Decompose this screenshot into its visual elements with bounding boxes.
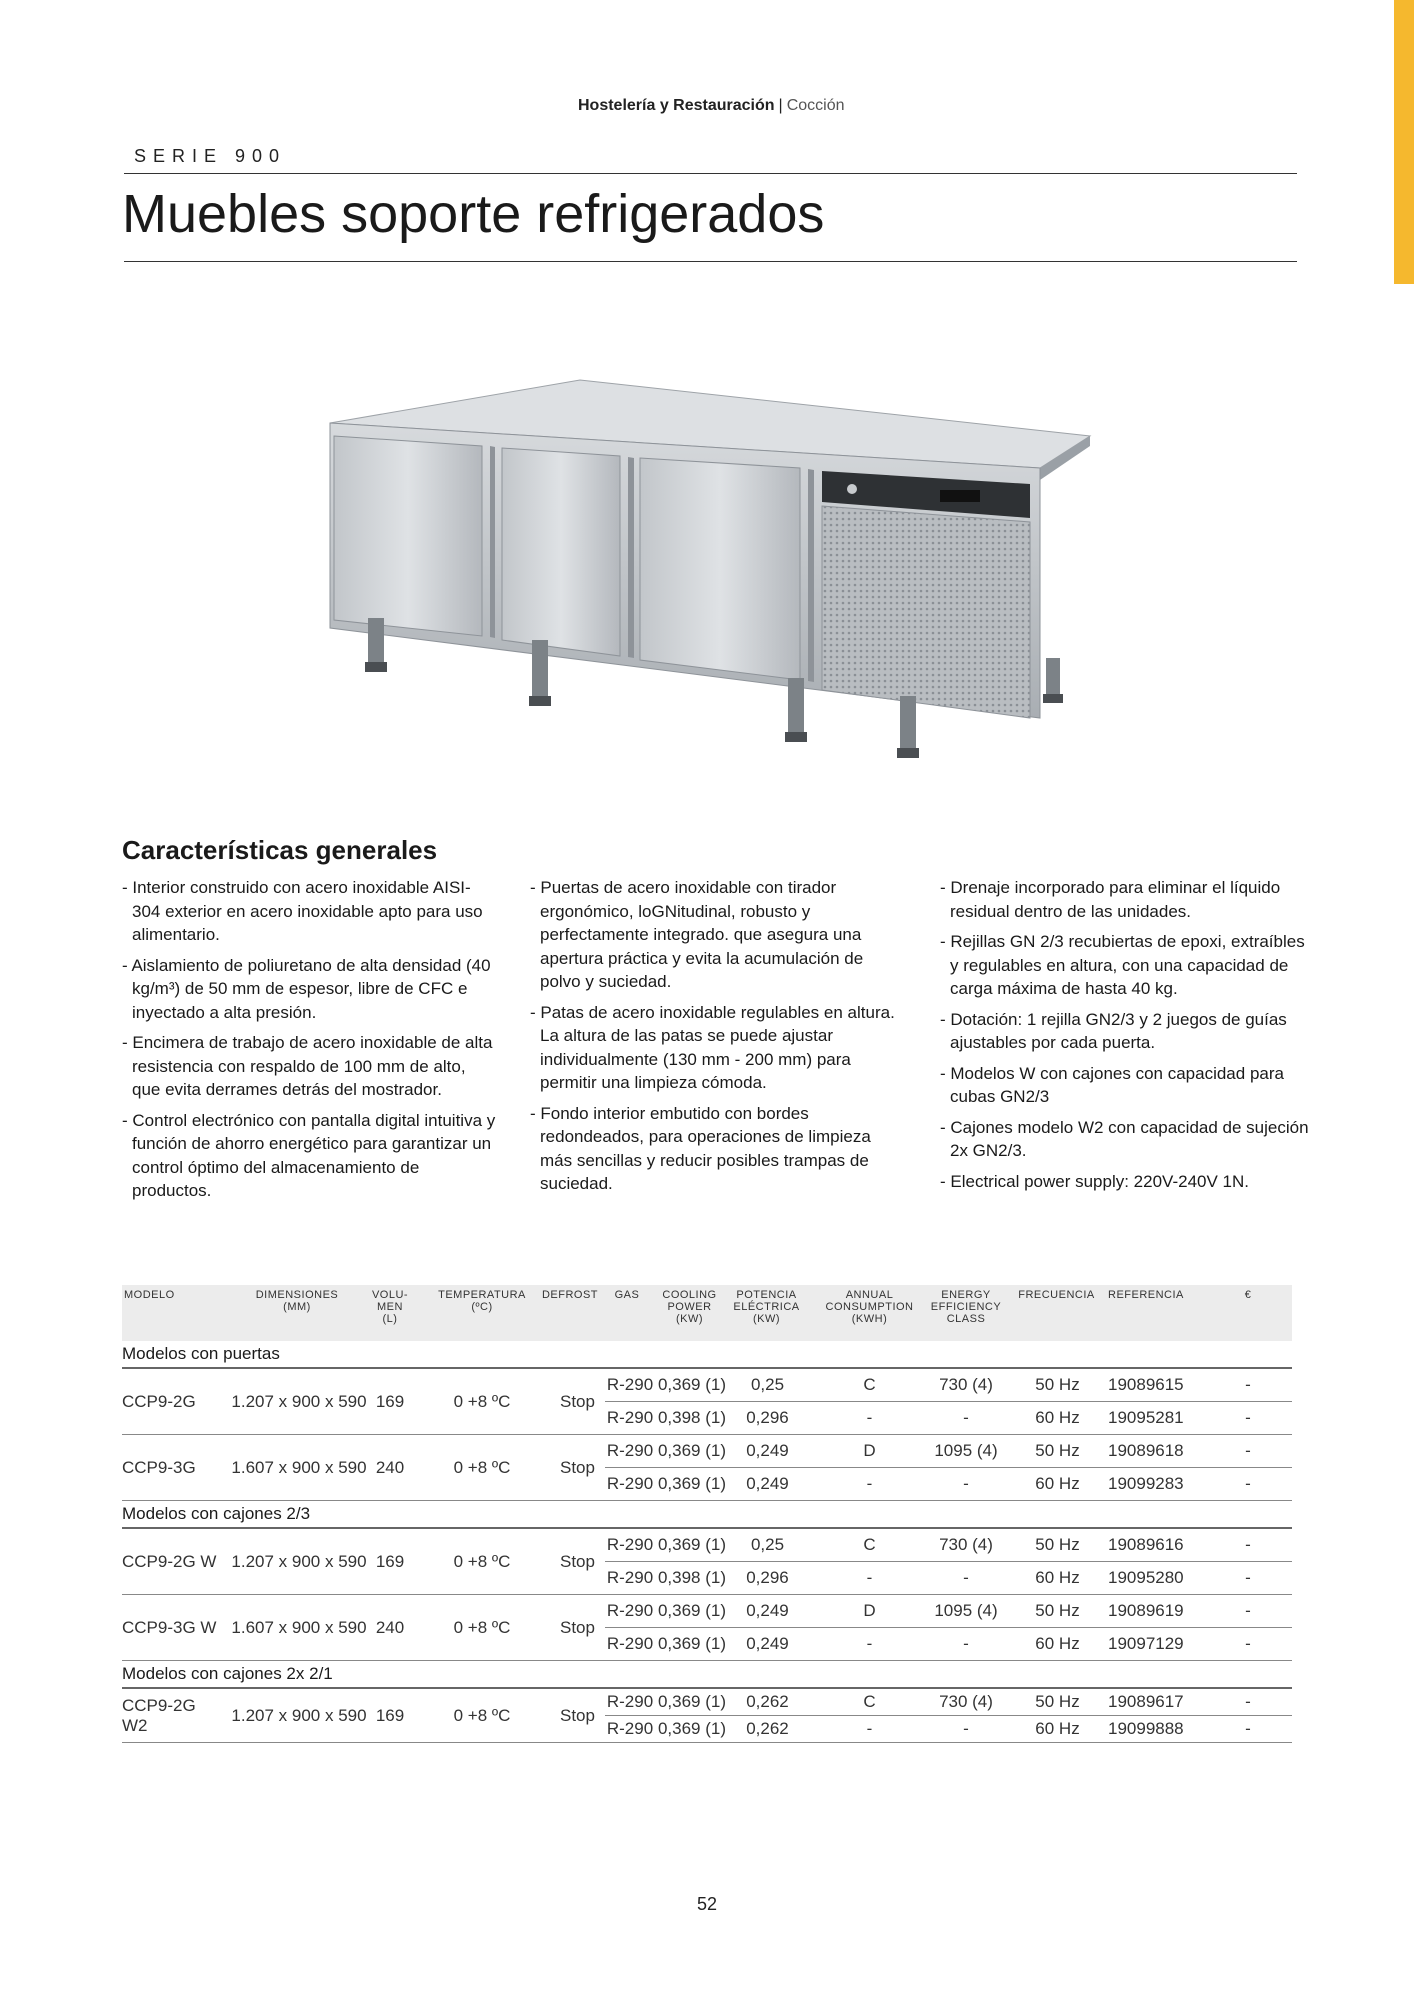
variant-price: - xyxy=(1245,1634,1251,1653)
variant-energy-class: - xyxy=(963,1474,969,1493)
variant-frequency: 60 Hz xyxy=(1035,1568,1080,1587)
variant-cooling-power: 0,369 (1) xyxy=(657,1535,727,1554)
variant-frequency: 50 Hz xyxy=(1035,1692,1080,1711)
variant-cooling-power: 0,369 (1) xyxy=(657,1375,727,1394)
variant-power: 0,25 xyxy=(750,1535,785,1554)
variant-cooling-power: 0,369 (1) xyxy=(657,1692,727,1711)
variant-frequency: 50 Hz xyxy=(1035,1601,1080,1620)
variant-price: - xyxy=(1245,1568,1251,1587)
variant-cooling-power: 0,369 (1) xyxy=(657,1719,727,1738)
header-dimensiones: DIMENSIONES (MM) xyxy=(255,1289,339,1313)
variant-row xyxy=(605,1529,1292,1562)
table-row xyxy=(122,1595,1292,1661)
variant-frequency: 60 Hz xyxy=(1035,1408,1080,1427)
variant-power: 0,249 xyxy=(746,1634,789,1653)
variant-reference: 19099888 xyxy=(1108,1719,1184,1738)
variant-cooling-power: 0,398 (1) xyxy=(657,1408,727,1427)
features-column-2 xyxy=(530,876,905,1203)
model-defrost: Stop xyxy=(560,1551,595,1571)
variant-gas: R-290 xyxy=(606,1535,654,1554)
variant-cooling-power: 0,369 (1) xyxy=(657,1601,727,1620)
breadcrumb-section: Hostelería y Restauración xyxy=(578,97,775,114)
model-temperature: 0 +8 ºC xyxy=(453,1617,511,1637)
variant-reference: 19089616 xyxy=(1108,1535,1184,1554)
feature-item: - Rejillas GN 2/3 recubiertas de epoxi, extraíbles y regulables en altura, con una capacidad de carga máxima de hasta 40 kg. xyxy=(940,932,1305,998)
variant-annual-consumption: - xyxy=(866,1474,873,1493)
variant-annual-consumption: C xyxy=(863,1535,876,1554)
table-row xyxy=(122,1689,1292,1743)
variant-price: - xyxy=(1245,1692,1251,1711)
variant-gas: R-290 xyxy=(606,1441,654,1460)
variant-annual-consumption: D xyxy=(863,1441,876,1460)
variant-gas: R-290 xyxy=(606,1375,654,1394)
variant-cooling-power: 0,369 (1) xyxy=(657,1634,727,1653)
variant-price: - xyxy=(1245,1441,1251,1460)
header-precio: € xyxy=(1244,1289,1252,1301)
variant-frequency: 50 Hz xyxy=(1035,1441,1080,1460)
model-name: CCP9-3G xyxy=(122,1457,196,1477)
model-dimensions: 1.607 x 900 x 590 xyxy=(231,1617,367,1637)
features-heading: Características generales xyxy=(122,835,438,865)
header-annual-consumption: ANNUAL CONSUMPTION (KWH) xyxy=(825,1289,914,1325)
model-defrost: Stop xyxy=(560,1391,595,1411)
variant-frequency: 60 Hz xyxy=(1035,1634,1080,1653)
model-volume: 169 xyxy=(375,1391,405,1411)
model-dimensions: 1.607 x 900 x 590 xyxy=(231,1457,367,1477)
feature-item: - Aislamiento de poliuretano de alta densidad (40 kg/m³) de 50 mm de espesor, libre de CFC e inyectado a alta presión. xyxy=(122,955,491,1022)
variant-price: - xyxy=(1245,1408,1251,1427)
variant-power: 0,249 xyxy=(746,1441,789,1460)
variant-row xyxy=(605,1435,1292,1468)
variant-frequency: 60 Hz xyxy=(1035,1474,1080,1493)
header-gas: GAS xyxy=(614,1289,640,1301)
variant-power: 0,249 xyxy=(746,1474,789,1493)
breadcrumb xyxy=(578,97,845,115)
variant-gas: R-290 xyxy=(606,1719,654,1738)
header-energy-class: ENERGY EFFICIENCY CLASS xyxy=(930,1289,1002,1325)
feature-item: - Drenaje incorporado para eliminar el líquido residual dentro de las unidades. xyxy=(940,878,1281,921)
spec-table xyxy=(122,1285,1292,1743)
model-temperature: 0 +8 ºC xyxy=(453,1457,511,1477)
model-volume: 240 xyxy=(375,1617,405,1637)
group-title: Modelos con cajones 2x 2/1 xyxy=(122,1661,1292,1689)
model-dimensions: 1.207 x 900 x 590 xyxy=(231,1551,367,1571)
variant-annual-consumption: - xyxy=(866,1719,873,1738)
variant-reference: 19095280 xyxy=(1108,1568,1184,1587)
variant-energy-class: - xyxy=(963,1719,969,1738)
variant-row xyxy=(605,1369,1292,1402)
model-name: CCP9-3G W xyxy=(122,1617,217,1637)
header-potencia: POTENCIA ELÉCTRICA (KW) xyxy=(733,1289,800,1325)
variant-energy-class: - xyxy=(963,1408,969,1427)
features-column-1 xyxy=(122,876,497,1210)
variant-price: - xyxy=(1245,1375,1251,1394)
variant-energy-class: 730 (4) xyxy=(939,1535,993,1554)
feature-item: - Patas de acero inoxidable regulables en altura. La altura de las patas se puede ajustar individualmente (130 mm - 200 mm) para permitir una limpieza cómoda. xyxy=(530,1002,895,1092)
header-referencia: REFERENCIA xyxy=(1108,1289,1184,1301)
model-temperature: 0 +8 ºC xyxy=(453,1705,511,1725)
variant-annual-consumption: C xyxy=(863,1692,876,1711)
variant-reference: 19099283 xyxy=(1108,1474,1184,1493)
variant-cooling-power: 0,398 (1) xyxy=(657,1568,727,1587)
group-title: Modelos con puertas xyxy=(122,1341,1292,1369)
variant-energy-class: - xyxy=(963,1568,969,1587)
series-label: SERIE 900 xyxy=(134,146,287,166)
header-temperatura: TEMPERATURA (ºC) xyxy=(438,1289,526,1313)
model-name: CCP9-2G W xyxy=(122,1551,217,1571)
variant-energy-class: 1095 (4) xyxy=(934,1601,998,1620)
variant-reference: 19095281 xyxy=(1108,1408,1184,1427)
model-defrost: Stop xyxy=(560,1705,595,1725)
model-temperature: 0 +8 ºC xyxy=(453,1551,511,1571)
feature-item: - Modelos W con cajones con capacidad para cubas GN2/3 xyxy=(940,1063,1284,1106)
breadcrumb-separator: | xyxy=(778,97,783,114)
divider xyxy=(124,173,1297,174)
variant-reference: 19089617 xyxy=(1108,1692,1184,1711)
variant-frequency: 60 Hz xyxy=(1035,1719,1080,1738)
variant-power: 0,249 xyxy=(746,1601,789,1620)
feature-item: - Cajones modelo W2 con capacidad de sujeción 2x GN2/3. xyxy=(940,1117,1309,1160)
variant-gas: R-290 xyxy=(606,1474,654,1493)
variant-reference: 19089615 xyxy=(1108,1375,1184,1394)
header-modelo: MODELO xyxy=(124,1289,175,1301)
variant-energy-class: - xyxy=(963,1634,969,1653)
feature-item: - Interior construido con acero inoxidable AISI-304 exterior en acero inoxidable apto para uso alimentario. xyxy=(122,878,483,944)
model-volume: 240 xyxy=(375,1457,405,1477)
variant-energy-class: 730 (4) xyxy=(939,1375,993,1394)
variant-row xyxy=(605,1402,1292,1434)
variant-gas: R-290 xyxy=(606,1408,654,1427)
variant-power: 0,296 xyxy=(746,1408,789,1427)
group-title: Modelos con cajones 2/3 xyxy=(122,1501,1292,1529)
variant-row xyxy=(605,1628,1292,1660)
variant-row xyxy=(605,1689,1292,1716)
table-body xyxy=(122,1341,1292,1743)
section-color-tab xyxy=(1394,0,1414,284)
variant-price: - xyxy=(1245,1535,1251,1554)
feature-item: - Dotación: 1 rejilla GN2/3 y 2 juegos de guías ajustables por cada puerta. xyxy=(940,1009,1287,1052)
feature-item: - Puertas de acero inoxidable con tirador ergonómico, loGNitudinal, robusto y perfectamente integrado. que asegura una apertura práctica y evita la acumulación de polvo y suciedad. xyxy=(530,878,864,991)
header-frecuencia: FRECUENCIA xyxy=(1018,1289,1095,1301)
variant-gas: R-290 xyxy=(606,1601,654,1620)
variant-row xyxy=(605,1562,1292,1594)
variant-price: - xyxy=(1245,1474,1251,1493)
variant-annual-consumption: D xyxy=(863,1601,876,1620)
feature-item: - Control electrónico con pantalla digital intuitiva y función de ahorro energético para garantizar un control óptimo del almacenamiento de productos. xyxy=(122,1110,496,1200)
variant-power: 0,262 xyxy=(746,1719,789,1738)
variant-reference: 19097129 xyxy=(1108,1634,1184,1653)
model-volume: 169 xyxy=(375,1551,405,1571)
variant-gas: R-290 xyxy=(606,1692,654,1711)
variant-gas: R-290 xyxy=(606,1568,654,1587)
model-temperature: 0 +8 ºC xyxy=(453,1391,511,1411)
table-row xyxy=(122,1435,1292,1501)
page-title: Muebles soporte refrigerados xyxy=(122,184,825,244)
model-dimensions: 1.207 x 900 x 590 xyxy=(231,1391,367,1411)
variant-frequency: 50 Hz xyxy=(1035,1375,1080,1394)
variant-row xyxy=(605,1595,1292,1628)
variant-price: - xyxy=(1245,1601,1251,1620)
product-image xyxy=(240,318,1190,788)
variant-reference: 19089618 xyxy=(1108,1441,1184,1460)
variant-annual-consumption: - xyxy=(866,1408,873,1427)
variant-row xyxy=(605,1716,1292,1742)
variant-row xyxy=(605,1468,1292,1500)
variant-annual-consumption: - xyxy=(866,1568,873,1587)
variant-power: 0,262 xyxy=(746,1692,789,1711)
divider xyxy=(124,261,1297,262)
model-name: CCP9-2G W2 xyxy=(122,1695,196,1735)
variant-gas: R-290 xyxy=(606,1634,654,1653)
variant-energy-class: 730 (4) xyxy=(939,1692,993,1711)
breadcrumb-subsection: Cocción xyxy=(786,97,845,114)
feature-item: - Electrical power supply: 220V-240V 1N. xyxy=(940,1171,1249,1191)
variant-cooling-power: 0,369 (1) xyxy=(657,1474,727,1493)
variant-annual-consumption: C xyxy=(863,1375,876,1394)
features-column-3 xyxy=(940,876,1315,1200)
variant-reference: 19089619 xyxy=(1108,1601,1184,1620)
variant-annual-consumption: - xyxy=(866,1634,873,1653)
variant-energy-class: 1095 (4) xyxy=(934,1441,998,1460)
header-defrost: DEFROST xyxy=(541,1289,599,1301)
model-name: CCP9-2G xyxy=(122,1391,196,1411)
feature-item: - Encimera de trabajo de acero inoxidable de alta resistencia con respaldo de 100 mm de alto, que evita derrames detrás del mostrador. xyxy=(122,1033,493,1099)
variant-power: 0,25 xyxy=(750,1375,785,1394)
feature-item: - Fondo interior embutido con bordes redondeados, para operaciones de limpieza más sencillas y reducir posibles trampas de suciedad. xyxy=(530,1103,871,1193)
variant-power: 0,296 xyxy=(746,1568,789,1587)
model-volume: 169 xyxy=(375,1705,405,1725)
header-cooling-power: COOLING POWER (KW) xyxy=(662,1289,717,1325)
variant-frequency: 50 Hz xyxy=(1035,1535,1080,1554)
header-volumen: VOLU- MEN (L) xyxy=(371,1289,409,1325)
table-row xyxy=(122,1529,1292,1595)
model-dimensions: 1.207 x 900 x 590 xyxy=(231,1705,367,1725)
model-defrost: Stop xyxy=(560,1617,595,1637)
table-row xyxy=(122,1369,1292,1435)
variant-price: - xyxy=(1245,1719,1251,1738)
page-number: 52 xyxy=(696,1894,718,1914)
variant-cooling-power: 0,369 (1) xyxy=(657,1441,727,1460)
table-header xyxy=(122,1285,1292,1341)
model-defrost: Stop xyxy=(560,1457,595,1477)
